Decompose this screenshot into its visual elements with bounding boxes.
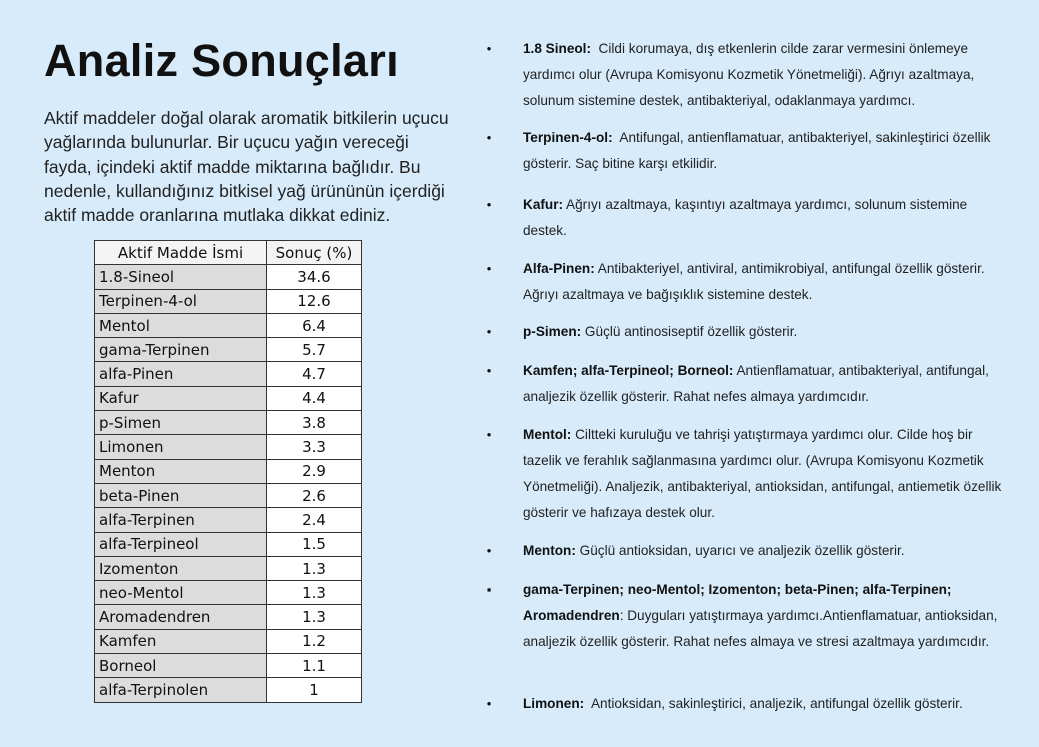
substance-name-cell: alfa-Terpineol [95,532,267,556]
benefit-item [484,256,1014,308]
benefit-item [484,125,1014,177]
result-value-cell: 5.7 [267,338,362,362]
result-value-cell: 1.3 [267,581,362,605]
benefit-text [523,125,1014,177]
bullet-icon: ▪ [486,582,492,597]
substance-name-cell: 1.8-Sineol [95,265,267,289]
table-row [95,411,362,435]
benefit-item [484,36,1014,114]
table-row [95,386,362,410]
benefit-description: Güçlü antinosiseptif özellik gösterir. [581,324,798,339]
table-row [95,629,362,653]
table-row [95,556,362,580]
benefit-text [523,577,1014,655]
substance-name-cell: beta-Pinen [95,483,267,507]
bullet-icon: • [486,543,492,558]
table-row [95,362,362,386]
intro-paragraph: Aktif maddeler doğal olarak aromatik bitkilerin uçucu yağlarında bulunurlar. Bir uçucu yağın vereceği fayda, içindeki aktif madde miktarına bağlıdır. Bu nedenle, kullandığınız bitkisel yağ ürününün içerdiği aktif madde oranlarına mutlaka dikkat ediniz. [44,108,449,226]
bullet-icon: • [486,261,492,276]
result-value-cell: 1.5 [267,532,362,556]
substance-label: Menton: [523,543,576,558]
table-row [95,338,362,362]
table-row [95,313,362,337]
benefit-item [484,422,1014,526]
bullet-icon: • [486,197,492,212]
benefit-text [523,36,1014,114]
substance-label: Alfa-Pinen: [523,261,595,276]
substance-name-cell: neo-Mentol [95,581,267,605]
benefit-item [484,358,1014,410]
bullet-icon: • [486,427,492,442]
substance-label: gama-Terpinen; neo-Mentol; Izomenton; beta-Pinen; alfa-Terpinen; Aromadendren [523,582,952,623]
benefit-description: Güçlü antioksidan, uyarıcı ve analjezik özellik gösterir. [575,543,905,558]
table-row [95,435,362,459]
benefit-description: Ciltteki kuruluğu ve tahrişi yatıştırmaya yardımcı olur. Cilde hoş bir tazelik ve ferahlık sağlanmasına yardımcı olur. (Avrupa Komisyonu Kozmetik Yönetmeliği). Analjezik, antibakteriyal, antioksidan, antifungal, antiemetik özellik gösterir ve hafızaya destek olur. [523,427,1006,520]
benefit-item [484,538,1014,564]
substance-label: Kafur: [523,197,564,212]
substance-name-cell: Borneol [95,654,267,678]
benefit-description: : Duyguları yatıştırmaya yardımcı.Antienflamatuar, antioksidan, analjezik özellik gösterir. Rahat nefes almaya ve stresi azaltmaya yardımcıdır. [523,608,1002,649]
result-value-cell: 3.3 [267,435,362,459]
benefit-item [484,319,1014,345]
result-value-cell: 3.8 [267,411,362,435]
substance-label: Limonen: [523,696,585,711]
substance-name-cell: gama-Terpinen [95,338,267,362]
bullet-icon: • [486,41,492,56]
column-header-result: Sonuç (%) [267,241,362,265]
result-value-cell: 34.6 [267,265,362,289]
benefit-description: Antibakteriyel, antiviral, antimikrobiyal, antifungal özellik gösterir. Ağrıyı azaltmaya ve bağışıklık sistemine destek. [523,261,988,302]
benefit-text [523,358,1014,410]
table-row [95,654,362,678]
substance-name-cell: p-Simen [95,411,267,435]
result-value-cell: 2.6 [267,483,362,507]
column-header-name: Aktif Madde İsmi [95,241,267,265]
table-row [95,532,362,556]
table-header-row [95,241,362,265]
table-row [95,678,362,702]
substance-name-cell: Limonen [95,435,267,459]
table-row [95,483,362,507]
benefit-description: Ağrıyı azaltmaya, kaşıntıyı azaltmaya yardımcı, solunum sistemine destek. [523,197,972,238]
table-row [95,459,362,483]
result-value-cell: 1.1 [267,654,362,678]
result-value-cell: 2.9 [267,459,362,483]
substance-name-cell: Menton [95,459,267,483]
table-body [95,265,362,702]
benefit-text [523,691,1014,717]
table-row [95,289,362,313]
benefit-item [484,192,1014,244]
result-value-cell: 1 [267,678,362,702]
result-value-cell: 2.4 [267,508,362,532]
results-table [94,240,362,703]
substance-label: 1.8 Sineol: [523,41,591,56]
benefit-description: Antifungal, antienflamatuar, antibakteriyel, sakinleştirici özellik gösterir. Saç bitine karşı etkilidir. [523,130,995,171]
result-value-cell: 1.2 [267,629,362,653]
substance-name-cell: Aromadendren [95,605,267,629]
table-row [95,265,362,289]
result-value-cell: 6.4 [267,313,362,337]
bullet-icon: • [486,363,492,378]
benefit-description: Antienflamatuar, antibakteriyal, antifungal, analjezik özellik gösterir. Rahat nefes almaya yardımcıdır. [523,363,993,404]
table-row [95,581,362,605]
substance-label: Terpinen-4-ol: [523,130,613,145]
result-value-cell: 4.4 [267,386,362,410]
substance-name-cell: Kafur [95,386,267,410]
benefit-item [484,577,1014,655]
substance-name-cell: Kamfen [95,629,267,653]
benefit-description: Antioksidan, sakinleştirici, analjezik, antifungal özellik gösterir. [584,696,963,711]
page-title: Analiz Sonuçları [44,35,399,86]
left-column [44,30,454,227]
table-row [95,605,362,629]
bullet-icon: • [486,696,492,711]
substance-name-cell: alfa-Terpinen [95,508,267,532]
substance-label: Mentol: [523,427,572,442]
substance-name-cell: Terpinen-4-ol [95,289,267,313]
substance-name-cell: alfa-Pinen [95,362,267,386]
result-value-cell: 1.3 [267,605,362,629]
benefit-text [523,192,1014,244]
bullet-icon: • [486,130,492,145]
table-row [95,508,362,532]
bullet-icon: • [486,324,492,339]
benefit-text [523,319,1014,345]
result-value-cell: 12.6 [267,289,362,313]
benefit-item [484,691,1014,717]
substance-name-cell: alfa-Terpinolen [95,678,267,702]
substance-name-cell: Izomenton [95,556,267,580]
result-value-cell: 4.7 [267,362,362,386]
benefit-text [523,422,1014,526]
benefit-text [523,256,1014,308]
benefit-description: Cildi korumaya, dış etkenlerin cilde zarar vermesini önlemeye yardımcı olur (Avrupa Komisyonu Kozmetik Yönetmeliği). Ağrıyı azaltmaya, solunum sistemine destek, antibakteriyal, odaklanmaya yardımcı. [523,41,979,108]
result-value-cell: 1.3 [267,556,362,580]
substance-label: Kamfen; alfa-Terpineol; Borneol: [523,363,734,378]
substance-label: p-Simen: [523,324,582,339]
benefit-text [523,538,1014,564]
substance-name-cell: Mentol [95,313,267,337]
